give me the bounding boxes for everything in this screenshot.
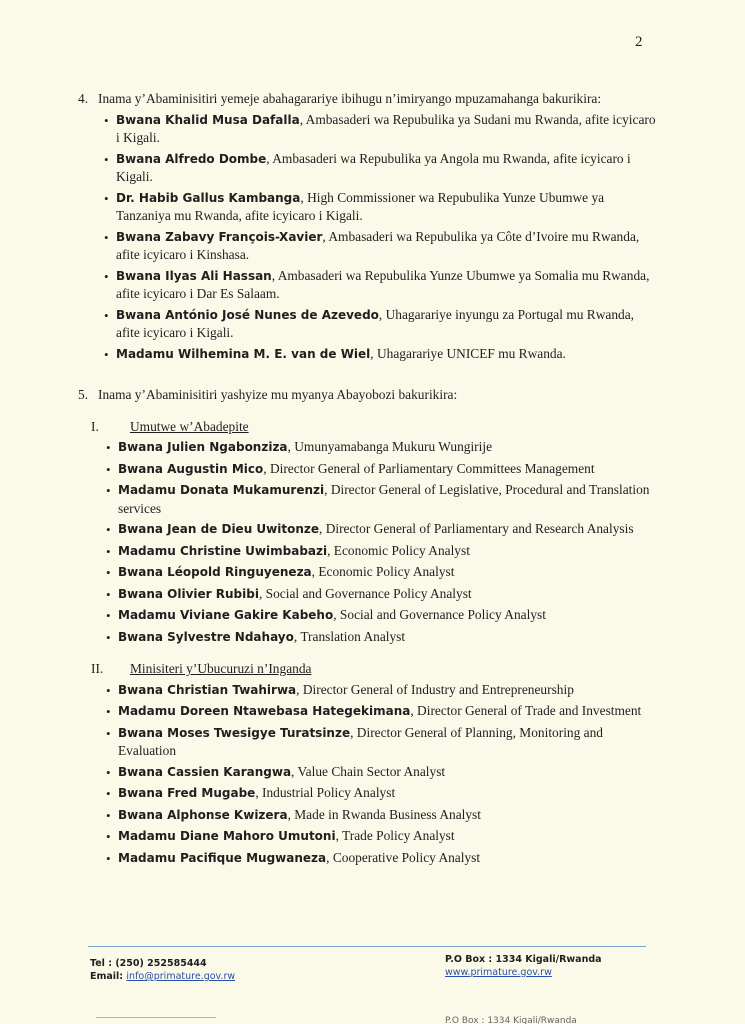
list-item — [118, 724, 658, 760]
person-name: Madamu Pacifique Mugwaneza — [118, 850, 327, 865]
person-role: , Cooperative Policy Analyst — [326, 849, 481, 865]
section-number: 5. — [78, 387, 89, 402]
person-name: Bwana Zabavy François-Xavier — [116, 229, 323, 244]
person-name: Madamu Wilhemina M. E. van de Wiel — [116, 346, 371, 361]
person-role: , High Commissioner wa Repubulika Yunze Ubumwe ya Tanzaniya mu Rwanda, afite icyicaro i Kigali. — [116, 189, 605, 223]
footer-address — [445, 953, 602, 979]
person-name: Bwana Moses Twesigye Turatsinze — [118, 725, 351, 740]
list-item — [118, 628, 658, 647]
section-5 — [78, 386, 658, 867]
person-role: , Director General of Parliamentary Committees Management — [263, 460, 595, 476]
list-item — [118, 763, 658, 782]
list-item — [118, 849, 658, 868]
person-name: Bwana Ilyas Ali Hassan — [116, 268, 272, 283]
person-name: Bwana Alphonse Kwizera — [118, 807, 288, 822]
subsection-ministry — [78, 660, 658, 867]
list-item — [118, 438, 658, 457]
appointment-list — [78, 681, 658, 868]
person-role: , Translation Analyst — [293, 628, 406, 644]
person-name: Bwana António José Nunes de Azevedo — [116, 307, 379, 322]
bottom-rule — [96, 1017, 216, 1018]
person-name: Bwana Olivier Rubibi — [118, 586, 259, 601]
subsection-title: Umutwe w’Abadepite — [130, 418, 249, 434]
person-role: , Director General of Industry and Entrepreneurship — [296, 681, 574, 697]
list-item — [116, 306, 658, 342]
list-item — [116, 150, 658, 186]
appointment-list — [78, 111, 658, 364]
person-role: , Director General of Legislative, Procedural and Translation services — [118, 482, 650, 516]
footer-tel: Tel : (250) 252585444 — [90, 958, 207, 969]
list-item — [116, 111, 658, 147]
person-name: Bwana Léopold Ringuyeneza — [118, 565, 312, 579]
list-item — [118, 784, 658, 803]
person-name: Bwana Julien Ngabonziza — [118, 440, 288, 454]
person-role: , Director General of Trade and Investment — [410, 703, 642, 718]
person-name: Bwana Khalid Musa Dafalla — [116, 112, 300, 127]
person-name: Bwana Jean de Dieu Uwitonze — [118, 522, 319, 536]
person-role: , Value Chain Sector Analyst — [291, 763, 446, 779]
list-item — [118, 681, 658, 700]
email-link[interactable]: info@primature.gov.rw — [126, 971, 236, 982]
list-item — [118, 481, 658, 517]
section-intro: Inama y’Abaminisitiri yemeje abahagarariye ibihugu n’imiryango mpuzamahanga bakurikira: — [98, 91, 602, 106]
subsection-parliament — [78, 418, 658, 647]
person-role: , Social and Governance Policy Analyst — [333, 607, 546, 622]
person-role: , Industrial Policy Analyst — [255, 785, 396, 800]
footer-rule — [88, 946, 646, 947]
person-name: Madamu Christine Uwimbabazi — [118, 543, 328, 558]
list-item — [118, 520, 658, 539]
appointment-list — [78, 438, 658, 646]
section-number: 4. — [78, 91, 89, 106]
person-role: , Director General of Planning, Monitoring and Evaluation — [118, 724, 603, 758]
subsection-numeral: II. — [91, 661, 104, 676]
person-name: Bwana Alfredo Dombe — [116, 151, 267, 166]
list-item — [118, 606, 658, 625]
person-name: Bwana Sylvestre Ndahayo — [118, 629, 294, 644]
person-role: , Umunyamabanga Mukuru Wungirije — [287, 439, 493, 454]
person-role: , Economic Policy Analyst — [311, 564, 455, 579]
list-item — [118, 806, 658, 825]
person-role: , Director General of Parliamentary and Research Analysis — [319, 521, 634, 536]
person-name: Dr. Habib Gallus Kambanga — [116, 190, 301, 205]
list-item — [116, 345, 658, 364]
footer-email-row — [90, 970, 235, 983]
subsection-title: Minisiteri y’Ubucuruzi n’Inganda — [130, 661, 312, 676]
list-item — [118, 542, 658, 561]
person-name: Bwana Christian Twahirwa — [118, 682, 297, 697]
person-role: , Made in Rwanda Business Analyst — [287, 806, 481, 822]
person-role: , Ambasaderi wa Repubulika ya Sudani mu Rwanda, afite icyicaro i Kigali. — [116, 111, 656, 145]
page-number: 2 — [635, 34, 643, 50]
person-name: Madamu Diane Mahoro Umutoni — [118, 829, 336, 843]
bottom-pobox-cut: P.O Box : 1334 Kigali/Rwanda — [445, 1016, 577, 1024]
person-name: Bwana Augustin Mico — [118, 461, 264, 476]
website-link[interactable]: www.primature.gov.rw — [445, 967, 552, 978]
list-item — [118, 563, 658, 582]
person-role: , Social and Governance Policy Analyst — [258, 585, 472, 601]
person-name: Bwana Fred Mugabe — [118, 786, 256, 800]
list-item — [118, 827, 658, 846]
document-body — [78, 90, 658, 870]
person-role: , Ambasaderi wa Repubulika ya Angola mu Rwanda, afite icyicaro i Kigali. — [116, 150, 631, 184]
person-name: Madamu Donata Mukamurenzi — [118, 483, 325, 497]
person-role: , Ambasaderi wa Repubulika Yunze Ubumwe ya Somalia mu Rwanda, afite icyicaro i Dar Es Salaam. — [116, 267, 650, 301]
list-item — [116, 228, 658, 264]
footer-pobox: P.O Box : 1334 Kigali/Rwanda — [445, 954, 602, 965]
person-role: , Uhagarariye UNICEF mu Rwanda. — [370, 345, 566, 361]
section-4 — [78, 90, 658, 363]
list-item — [118, 460, 658, 479]
person-name: Bwana Cassien Karangwa — [118, 764, 292, 779]
list-item — [118, 585, 658, 604]
person-role: , Ambasaderi wa Repubulika ya Côte d’Ivoire mu Rwanda, afite icyicaro i Kinshasa. — [116, 228, 640, 262]
person-role: , Trade Policy Analyst — [335, 828, 455, 843]
section-intro: Inama y’Abaminisitiri yashyize mu myanya Abayobozi bakurikira: — [98, 387, 458, 402]
person-name: Madamu Viviane Gakire Kabeho — [118, 608, 334, 622]
person-name: Madamu Doreen Ntawebasa Hategekimana — [118, 704, 411, 718]
list-item — [116, 267, 658, 303]
person-role: , Uhagarariye inyungu za Portugal mu Rwanda, afite icyicaro i Kigali. — [116, 306, 635, 340]
footer-contact — [90, 957, 235, 983]
list-item — [118, 702, 658, 721]
list-item — [116, 189, 658, 225]
person-role: , Economic Policy Analyst — [327, 542, 470, 558]
subsection-numeral: I. — [91, 418, 99, 434]
footer-email-label: Email: — [90, 971, 127, 982]
